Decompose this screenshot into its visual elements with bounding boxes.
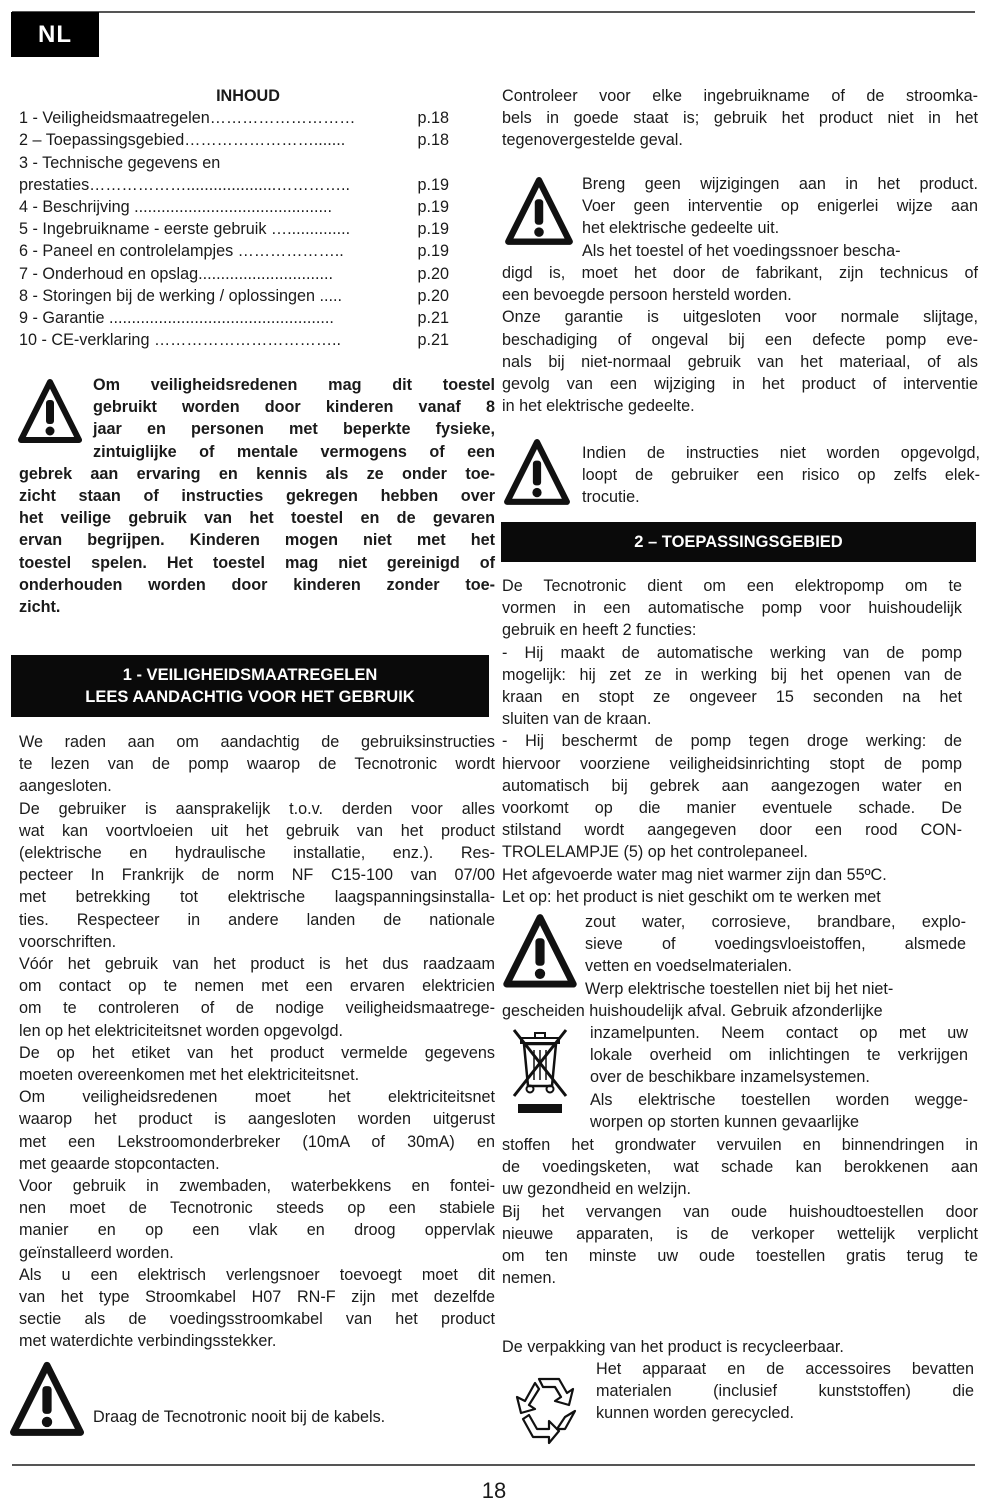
toc-entry bbox=[19, 263, 449, 285]
toc-entry-page: p.20 bbox=[417, 264, 449, 283]
toc-entry bbox=[19, 152, 449, 174]
body-line: manier en op een vlak en droog oppervlak bbox=[19, 1221, 495, 1240]
warning-line: trocutie. bbox=[582, 488, 640, 507]
children-warning bbox=[19, 374, 495, 618]
packaging-line: De verpakking van het product is recycleerbaar. bbox=[502, 1338, 844, 1356]
warning-icon bbox=[502, 913, 578, 991]
table-of-contents bbox=[19, 85, 449, 351]
toc-entry bbox=[19, 285, 449, 307]
body-line: aangesloten. bbox=[19, 777, 112, 796]
body-line: nals bij niet-normaal gebruik van het materiaal, of als bbox=[502, 352, 978, 371]
body-line: om contact op te nemen met een ervaren elektricien bbox=[19, 977, 495, 996]
weee-after-text bbox=[502, 1134, 978, 1289]
body-line: De Tecnotronic dient om een elektropomp om te bbox=[502, 577, 962, 595]
body-line: Voor gebruik in zwembaden, waterbekkens en fontei- bbox=[19, 1177, 495, 1196]
body-line: Om veiligheidsredenen moet het elektriciteitsnet bbox=[19, 1088, 495, 1107]
warning-line: toestel spelen. Het toestel mag niet gereinigd of bbox=[19, 553, 495, 572]
section2-body bbox=[502, 575, 962, 908]
body-line: hiervoor voorziene veiligheidsinrichting stopt de pomp bbox=[502, 754, 962, 773]
body-line: Als u een elektrisch verlengsnoer toevoegt moet dit bbox=[19, 1265, 495, 1284]
bottom-rule bbox=[12, 1464, 975, 1466]
section1-heading bbox=[11, 655, 489, 717]
toc-entry bbox=[19, 307, 449, 329]
body-line: We raden aan om aandachtig de gebruiksinstructies bbox=[19, 733, 495, 751]
toc-entry-title: 1 - Veiligheidsmaatregelen……………………… bbox=[19, 109, 356, 128]
toc-entry bbox=[19, 129, 449, 151]
toc-entry-page: p.18 bbox=[417, 109, 449, 128]
body-line: kunnen worden gerecycled. bbox=[596, 1404, 794, 1423]
toc-entry bbox=[19, 329, 449, 351]
body-line: Vóór het gebruik van het product is het dus raadzaam bbox=[19, 955, 495, 974]
body-line: lokale overheid om inlichtingen te verkrijgen bbox=[590, 1046, 968, 1065]
body-line: kraan en stopt ze ongeveer 15 seconden na het bbox=[502, 688, 962, 707]
body-line: Als elektrische toestellen worden wegge- bbox=[590, 1090, 968, 1109]
toc-entry-page: p.18 bbox=[417, 131, 449, 150]
toc-entry-title: 5 - Ingebruikname - eerste gebruik ….............. bbox=[19, 220, 351, 239]
cable-warning: Draag de Tecnotronic nooit bij de kabels. bbox=[93, 1408, 386, 1426]
section2-heading: 2 – TOEPASSINGSGEBIED bbox=[501, 522, 976, 562]
body-line: Het afgevoerde water mag niet warmer zijn dan 55ºC. bbox=[502, 865, 887, 884]
body-line: - Hij maakt de automatische werking van de pomp bbox=[502, 643, 962, 662]
body-line: stilstand wordt aangegeven door een rood CON- bbox=[502, 821, 962, 840]
body-line: beschadiging of ongeval bij een defecte pomp eve- bbox=[502, 330, 978, 349]
body-line: sectie als de voedingsstroomkabel van het product bbox=[19, 1310, 495, 1329]
body-line: sluiten van de kraan. bbox=[502, 710, 652, 729]
warning-line: onderhouden worden door kinderen zonder toe- bbox=[19, 575, 495, 594]
toc-entry-page: p.19 bbox=[417, 242, 449, 261]
warning-line: vetten en voedselmaterialen. bbox=[585, 957, 792, 976]
body-line: met waterdichte verbindingsstekker. bbox=[19, 1332, 277, 1351]
modify-warning bbox=[582, 173, 978, 262]
body-line: met een Lekstroomonderbreker (10mA of 30mA) en bbox=[19, 1132, 495, 1151]
body-line: te lezen van de pomp waarop de Tecnotronic wordt bbox=[19, 755, 495, 774]
toc-entry bbox=[19, 107, 449, 129]
body-line: waarop het product is aangesloten worden uitgerust bbox=[19, 1110, 495, 1129]
warning-icon bbox=[504, 438, 570, 508]
body-line: geïnstalleerd worden. bbox=[19, 1243, 174, 1262]
toc-entry-title: prestaties………………....................………….. bbox=[19, 175, 350, 194]
body-line: len op het elektriciteitsnet worden opgevolgd. bbox=[19, 1021, 343, 1040]
warning-line: zout water, corrosieve, brandbare, explo- bbox=[585, 913, 966, 931]
body-line: gevolg van een wijziging in het product of interventie bbox=[502, 375, 978, 394]
toc-entry bbox=[19, 174, 449, 196]
body-line: automatisch bij gebrek aan aangezogen water en bbox=[502, 776, 962, 795]
body-line: pecteer In Frankrijk de norm NF C15-100 van 07/00 bbox=[19, 866, 495, 885]
warning-line: het elektrische gedeelte uit. bbox=[582, 219, 780, 238]
body-line: mogelijk: hij zet ze in werking bij het openen van de bbox=[502, 665, 962, 684]
body-line: - Hij beschermt de pomp tegen droge werking: de bbox=[502, 732, 962, 751]
warning-icon bbox=[10, 1360, 84, 1440]
body-line: over de beschikbare inzamelsystemen. bbox=[590, 1068, 870, 1087]
body-line: Let op: het product is niet geschikt om te werken met bbox=[502, 887, 881, 906]
page-number: 18 bbox=[481, 1478, 507, 1503]
toc-entry-title: 8 - Storingen bij de werking / oplossingen ..... bbox=[19, 286, 343, 305]
toc-entry-title: 9 - Garantie .................................................. bbox=[19, 309, 334, 328]
toc-entry-page: p.20 bbox=[417, 286, 449, 305]
body-line: digd is, moet het door de fabrikant, zijn technicus of bbox=[502, 264, 978, 282]
body-line: bels in goede staat is; gebruik het product niet in het bbox=[502, 109, 978, 128]
toc-entry-title: 4 - Beschrijving ............................................ bbox=[19, 198, 333, 217]
warning-line: zintuiglijke of mentale vermogens of een bbox=[93, 442, 495, 461]
body-line: wat kan voortvloeien uit het gebruik van het product bbox=[19, 821, 495, 840]
section1-heading-line2: LEES AANDACHTIG VOOR HET GEBRUIK bbox=[85, 688, 415, 706]
warning-line: Indien de instructies niet worden opgevolgd, bbox=[582, 444, 980, 462]
toc-entry-title: 10 - CE-verklaring …………………………….. bbox=[19, 331, 341, 350]
toc-entry-page: p.21 bbox=[417, 309, 449, 328]
weee-intro: Werp elektrische toestellen niet bij het niet- bbox=[585, 980, 894, 998]
toc-entry-title: 3 - Technische gegevens en bbox=[19, 153, 221, 172]
warning-line: jaar en personen met beperkte fysieke, bbox=[93, 420, 495, 439]
recycle-icon bbox=[509, 1371, 589, 1447]
body-line: met geaarde stopcontacten. bbox=[19, 1154, 220, 1173]
body-line: tegenovergestelde geval. bbox=[502, 131, 683, 150]
body-line: gebruik en heeft 2 functies: bbox=[502, 621, 697, 640]
top-rule bbox=[12, 11, 975, 13]
body-line: nen moet de Tecnotronic steeds op een stabiele bbox=[19, 1199, 495, 1218]
body-line: stoffen het grondwater vervuilen en binnendringen in bbox=[502, 1136, 978, 1154]
warning-line: Voer geen interventie op enigerlei wijze aan bbox=[582, 197, 978, 216]
warning-line: ervan begrijpen. Kinderen mogen niet met het bbox=[19, 531, 495, 550]
language-tag: NL bbox=[11, 12, 99, 57]
warning-line: loopt de gebruiker een risico op zelfs elek- bbox=[582, 466, 980, 485]
toc-entry bbox=[19, 218, 449, 240]
warning-icon bbox=[504, 176, 574, 248]
body-line: om ten minste uw oude toestellen gratis terug te bbox=[502, 1247, 978, 1266]
repair-warranty bbox=[502, 262, 978, 417]
body-line: ties. Respecteer in andere landen de nationale bbox=[19, 910, 495, 929]
body-line: in het elektrische gedeelte. bbox=[502, 397, 695, 416]
food-warning bbox=[585, 911, 966, 978]
warning-line: gebruikt worden door kinderen vanaf 8 bbox=[93, 398, 495, 417]
toc-entry-title: 6 - Paneel en controlelampjes ……………….. bbox=[19, 242, 344, 261]
warning-line: Om veiligheidsredenen mag dit toestel bbox=[93, 376, 495, 394]
weee-side-text bbox=[590, 1022, 968, 1133]
recycle-text bbox=[596, 1358, 974, 1425]
body-line: Het apparaat en de accessoires bevatten bbox=[596, 1360, 974, 1378]
warning-line: gebrek aan ervaring en kennis als ze onder toe- bbox=[19, 464, 495, 483]
body-line: een bevoegde persoon hersteld worden. bbox=[502, 286, 792, 305]
crossed-bin-icon bbox=[510, 1024, 570, 1116]
body-line: uw gezondheid en welzijn. bbox=[502, 1180, 691, 1199]
body-line: inzamelpunten. Neem contact op met uw bbox=[590, 1024, 968, 1042]
body-line: voorschriften. bbox=[19, 932, 117, 951]
body-line: De op het etiket van het product vermelde gegevens bbox=[19, 1043, 495, 1062]
body-line: De gebruiker is aansprakelijk t.o.v. derden voor alles bbox=[19, 799, 495, 818]
body-line: van het type Stroomkabel H07 RN-F zijn met dezelfde bbox=[19, 1288, 495, 1307]
electrocution-warning bbox=[582, 442, 980, 509]
toc-entry-page: p.19 bbox=[417, 198, 449, 217]
body-line: nemen. bbox=[502, 1269, 556, 1288]
body-line: moeten overeenkomen met het elektriciteitsnet. bbox=[19, 1066, 360, 1085]
warning-line: zicht. bbox=[19, 598, 61, 617]
body-line: Bij het vervangen van oude huishoudtoestellen door bbox=[502, 1202, 978, 1221]
body-line: vormen in een automatische pomp voor huishoudelijk bbox=[502, 599, 962, 618]
body-line: Onze garantie is uitgesloten voor normale slijtage, bbox=[502, 308, 978, 327]
toc-title: INHOUD bbox=[216, 87, 280, 105]
section1-body bbox=[19, 731, 495, 1353]
body-line: om te controleren of de nodige veiligheidsmaatrege- bbox=[19, 999, 495, 1018]
body-line: Controleer voor elke ingebruikname of de stroomka- bbox=[502, 87, 978, 105]
warning-line: sieve of voedingsvloeistoffen, alsmede bbox=[585, 935, 966, 954]
warning-line: het veilige gebruik van het toestel en de gevaren bbox=[19, 509, 495, 528]
body-line: (elektrische en hydraulische installatie, enz.). Res- bbox=[19, 844, 495, 863]
warning-line: Als het toestel of het voedingssnoer bescha- bbox=[582, 241, 901, 260]
section1-heading-line1: 1 - VEILIGHEIDSMAATREGELEN bbox=[122, 666, 378, 684]
toc-entry bbox=[19, 240, 449, 262]
toc-entry-page: p.19 bbox=[417, 220, 449, 239]
toc-entry bbox=[19, 196, 449, 218]
toc-entry-page: p.21 bbox=[417, 331, 449, 350]
body-line: de voedingsketen, wat schade kan berokkenen aan bbox=[502, 1158, 978, 1177]
weee-line2: gescheiden huishoudelijk afval. Gebruik afzonderlijke bbox=[502, 1002, 883, 1020]
power-cable-check bbox=[502, 85, 978, 152]
warning-line: zicht staan of instructies gekregen hebben over bbox=[19, 487, 495, 506]
toc-entry-title: 7 - Onderhoud en opslag.............................. bbox=[19, 264, 334, 283]
body-line: voorkomt op die manier eventuele schade. De bbox=[502, 799, 962, 818]
body-line: met betrekking tot elektrische laagspanningsinstalla- bbox=[19, 888, 495, 907]
body-line: materialen (inclusief kunststoffen) die bbox=[596, 1382, 974, 1401]
warning-line: Breng geen wijzigingen aan in het product. bbox=[582, 175, 978, 193]
body-line: nieuwe apparaten, is de verkoper wettelijk verplicht bbox=[502, 1224, 978, 1243]
toc-entry-page: p.19 bbox=[417, 175, 449, 194]
body-line: TROLELAMPJE (5) op het controlepaneel. bbox=[502, 843, 808, 862]
toc-entry-title: 2 – Toepassingsgebied……………………....... bbox=[19, 131, 346, 150]
body-line: worpen op storten kunnen gevaarlijke bbox=[590, 1112, 860, 1131]
